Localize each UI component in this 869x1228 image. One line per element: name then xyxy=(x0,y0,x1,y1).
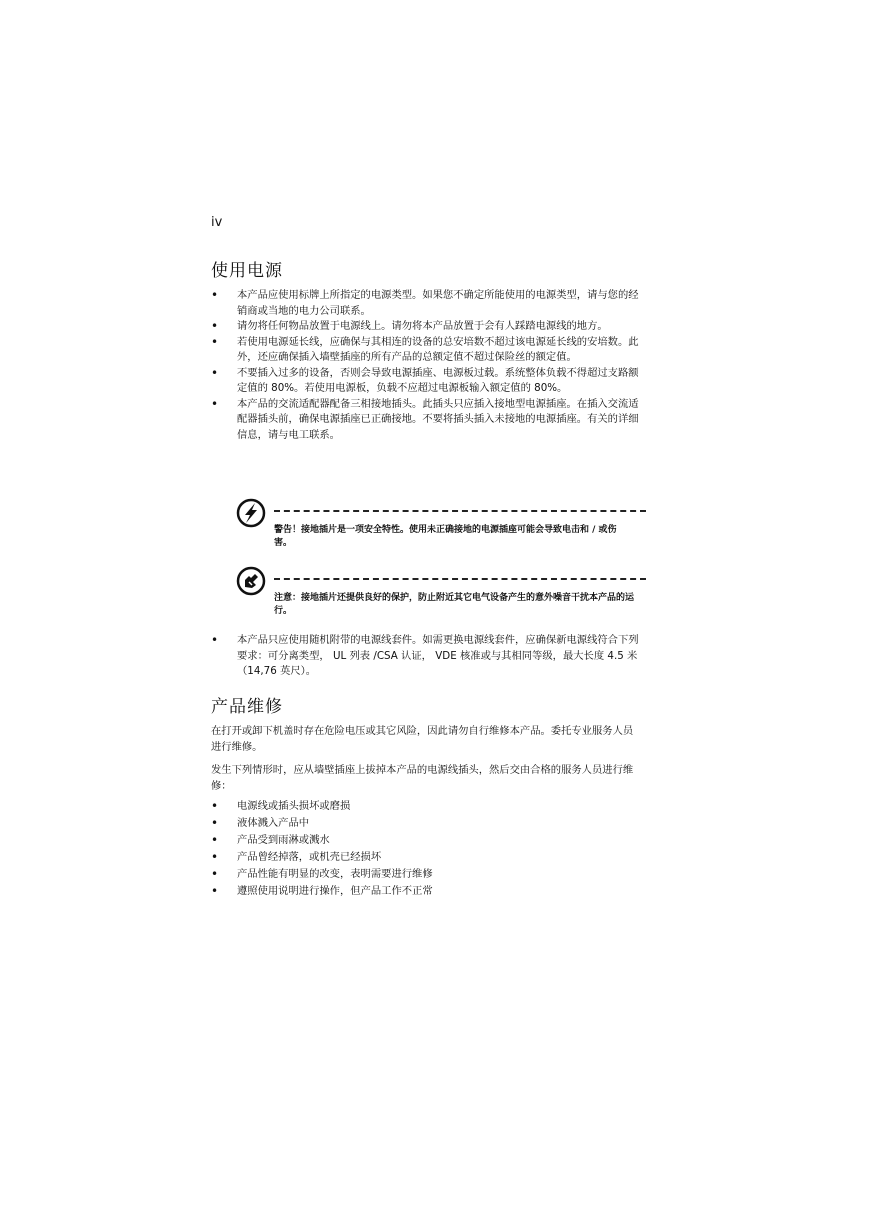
section-title-power: 使用电源 xyxy=(211,261,283,281)
warning-text: 警告！接地插片是一项安全特性。使用未正确接地的电源插座可能会导致电击和 / 或伤害。 xyxy=(274,525,617,548)
section-title-service: 产品维修 xyxy=(211,697,283,717)
note-text: 注意：接地插片还提供良好的保护，防止附近其它电气设备产生的意外噪音干扰本产品的运行。 xyxy=(274,593,635,616)
list-item: • 本产品应使用标牌上所指定的电源类型。如果您不确定所能使用的电源类型，请与您的经销商或当地的电力公司联系。 xyxy=(211,288,643,319)
list-item: • 产品受到雨淋或溅水 xyxy=(211,832,643,849)
note-box xyxy=(236,566,646,622)
list-item: • 请勿将任何物品放置于电源线上。请勿将本产品放置于会有人踩踏电源线的地方。 xyxy=(211,319,643,335)
service-paragraph: 发生下列情形时，应从墙壁插座上拔掉本产品的电源线插头，然后交由合格的服务人员进行维修： xyxy=(211,764,634,792)
divider xyxy=(274,510,646,512)
list-item: • 液体溅入产品中 xyxy=(211,815,643,832)
list-item: • 本产品只应使用随机附带的电源线套件。如需更换电源线套件，应确保新电源线符合下列要求：可分离类型， UL 列表 /CSA 认证， VDE 核准或与其相同等级，最大长度 4.5 米 （14,76 英尺）。 xyxy=(211,633,643,680)
divider xyxy=(274,578,646,580)
service-list xyxy=(211,798,643,900)
hand-note-icon xyxy=(236,566,266,596)
page-number: iv xyxy=(211,215,223,230)
list-item: • 不要插入过多的设备，否则会导致电源插座、电源板过载。系统整体负载不得超过支路额定值的 80%。若使用电源板，负载不应超过电源板输入额定值的 80%。 xyxy=(211,366,643,397)
lightning-bolt-icon xyxy=(236,498,266,528)
list-item: • 产品性能有明显的改变，表明需要进行维修 xyxy=(211,866,643,883)
list-item: • 本产品的交流适配器配备三相接地插头。此插头只应插入接地型电源插座。在插入交流适配器插头前，确保电源插座已正确接地。不要将插头插入未接地的电源插座。有关的详细信息，请与电工联系。 xyxy=(211,397,643,444)
service-paragraph: 在打开或卸下机盖时存在危险电压或其它风险，因此请勿自行维修本产品。委托专业服务人员进行维修。 xyxy=(211,725,634,753)
list-item: • 电源线或插头损坏或磨损 xyxy=(211,798,643,815)
list-item: • 若使用电源延长线，应确保与其相连的设备的总安培数不超过该电源延长线的安培数。此外，还应确保插入墙壁插座的所有产品的总额定值不超过保险丝的额定值。 xyxy=(211,335,643,366)
list-item: • 产品曾经掉落，或机壳已经损坏 xyxy=(211,849,643,866)
list-item: • 遵照使用说明进行操作，但产品工作不正常 xyxy=(211,883,643,900)
power-list-continued xyxy=(211,633,643,680)
power-list xyxy=(211,288,643,443)
warning-box xyxy=(236,498,646,554)
